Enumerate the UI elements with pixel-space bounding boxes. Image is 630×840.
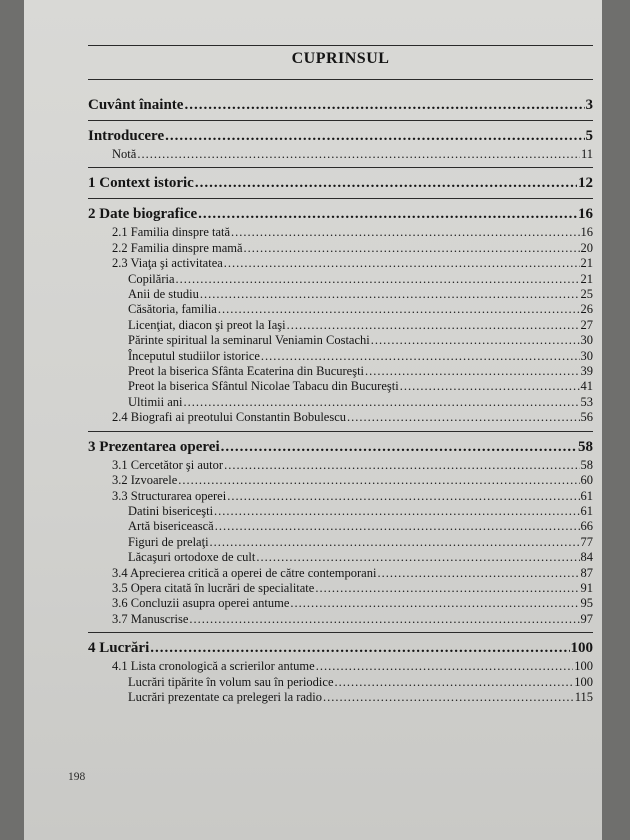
dot-leader	[256, 550, 579, 565]
dot-leader	[178, 473, 579, 488]
toc-entry-label: Artă bisericească	[128, 519, 214, 534]
toc-entry-page: 25	[580, 287, 593, 302]
toc-entry-page: 11	[580, 147, 593, 161]
toc-entry[interactable]	[88, 302, 593, 317]
toc-entry-label: 2.4 Biografi ai preotului Constantin Bobulescu	[112, 410, 346, 425]
toc-entry-label: 3.5 Opera citată în lucrări de specialitate	[112, 580, 315, 595]
toc-entry-label: Cuvânt înainte	[88, 97, 184, 113]
dot-leader	[198, 205, 577, 224]
toc-entry-label: Anii de studiu	[128, 287, 199, 302]
toc-entry-label: 2.3 Viaţa şi activitatea	[112, 256, 223, 271]
toc-entry-label: Lucrări prezentate ca prelegeri la radio	[128, 689, 322, 704]
toc-entry[interactable]	[88, 410, 593, 425]
dot-leader	[184, 96, 584, 115]
toc-entry-label: 2.2 Familia dinspre mamă	[112, 240, 243, 255]
dot-leader	[137, 147, 580, 162]
book-page	[24, 0, 602, 840]
toc-entry[interactable]	[88, 256, 593, 271]
title-rule	[88, 79, 593, 80]
dot-leader	[231, 225, 579, 240]
toc-entry[interactable]	[88, 349, 593, 364]
dot-leader	[176, 272, 580, 287]
toc-entry-label: Părinte spiritual la seminarul Veniamin Costachi	[128, 333, 370, 348]
dot-leader	[195, 174, 577, 193]
toc-entry[interactable]	[88, 333, 593, 348]
toc-entry-page: 77	[580, 534, 593, 549]
toc-entry-label: 3.6 Concluzii asupra operei antume	[112, 596, 290, 611]
toc-section	[88, 96, 593, 115]
toc-entry[interactable]	[88, 581, 593, 596]
dot-leader	[210, 535, 580, 550]
dot-leader	[224, 458, 579, 473]
toc-entry-label: Figuri de prelaţi	[128, 534, 209, 549]
toc-entry[interactable]	[88, 473, 593, 488]
dot-leader	[335, 675, 574, 690]
toc-entry[interactable]	[88, 174, 593, 193]
dot-leader	[214, 504, 579, 519]
toc-entry-page: 61	[580, 503, 593, 518]
toc-entry-page: 97	[580, 611, 593, 626]
toc-entry-page: 60	[580, 473, 593, 488]
page-number: 198	[68, 771, 86, 783]
toc-entry-label: Datini bisericeşti	[128, 503, 214, 518]
dot-leader	[365, 364, 579, 379]
toc-entry-page: 87	[580, 565, 593, 580]
toc-entry[interactable]	[88, 272, 593, 287]
toc-entry-page: 30	[580, 348, 593, 363]
toc-entry-label: 4.1 Lista cronologică a scrierilor antume	[112, 659, 315, 674]
toc-entry[interactable]	[88, 639, 593, 658]
top-rule	[88, 45, 593, 46]
section-divider	[88, 431, 593, 432]
toc-entry-label: 4 Lucrări	[88, 640, 150, 657]
toc-entry-label: 1 Context istoric	[88, 175, 194, 192]
toc-section	[88, 438, 593, 627]
toc-entry-page: 20	[580, 240, 593, 255]
toc-entry[interactable]	[88, 675, 593, 690]
toc-entry-label: Introducere	[88, 128, 165, 144]
toc-entry[interactable]	[88, 147, 593, 162]
toc-entry-page: 12	[578, 175, 593, 192]
section-divider	[88, 198, 593, 199]
toc-entry-label: Notă	[112, 147, 137, 161]
toc-entry-page: 41	[580, 379, 593, 394]
dot-leader	[261, 349, 580, 364]
toc-entry-page: 91	[580, 580, 593, 595]
dot-leader	[315, 581, 579, 596]
toc-entry-label: Copilăria	[128, 271, 175, 286]
toc-entry-page: 39	[580, 364, 593, 379]
dot-leader	[218, 302, 580, 317]
toc-entry-label: Preot la biserica Sfântul Nicolae Tabacu din Bucureşti	[128, 379, 399, 394]
dot-leader	[323, 690, 574, 705]
section-divider	[88, 632, 593, 633]
toc-entry-label: 3.4 Aprecierea critică a operei de către contemporani	[112, 565, 377, 580]
toc-entry-label: Căsătoria, familia	[128, 302, 217, 317]
toc-entry[interactable]	[88, 379, 593, 394]
section-divider	[88, 120, 593, 121]
toc-section	[88, 205, 593, 425]
toc-entry-page: 58	[580, 457, 593, 472]
toc-entry[interactable]	[88, 550, 593, 565]
toc-entry-label: Preot la biserica Sfânta Ecaterina din Bucureşti	[128, 364, 365, 379]
toc-entry[interactable]	[88, 659, 593, 674]
toc-entry-page: 16	[580, 225, 593, 240]
toc-entry[interactable]	[88, 205, 593, 224]
dot-leader	[371, 333, 580, 348]
dot-leader	[189, 612, 579, 627]
dot-leader	[200, 287, 580, 302]
dot-leader	[150, 639, 569, 658]
dot-leader	[227, 489, 579, 504]
toc-entry[interactable]	[88, 438, 593, 457]
toc-entry[interactable]	[88, 612, 593, 627]
toc-section	[88, 639, 593, 705]
toc-entry-page: 95	[580, 596, 593, 611]
toc-entry-page: 58	[578, 438, 593, 455]
section-divider	[88, 167, 593, 168]
toc-entry-page: 84	[580, 550, 593, 565]
dot-leader	[377, 566, 579, 581]
page-title: CUPRINSUL	[291, 50, 390, 67]
dot-leader	[221, 438, 577, 457]
toc-entry-label: 3 Prezentarea operei	[88, 438, 220, 455]
toc-entry[interactable]	[88, 241, 593, 256]
toc-entry-label: 2.1 Familia dinspre tată	[112, 225, 231, 240]
toc-entry-page: 115	[574, 689, 593, 704]
toc-entry-page: 26	[580, 302, 593, 317]
toc-entry[interactable]	[88, 395, 593, 410]
toc-entry-page: 27	[580, 317, 593, 332]
toc-entry-page: 56	[580, 410, 593, 425]
toc-entry-label: 3.1 Cercetător şi autor	[112, 457, 224, 472]
dot-leader	[400, 379, 580, 394]
dot-leader	[224, 256, 580, 271]
toc-entry-page: 16	[578, 206, 593, 223]
toc-entry[interactable]	[88, 596, 593, 611]
toc-entry[interactable]	[88, 519, 593, 534]
toc-entry-page: 53	[580, 394, 593, 409]
toc-entry-page: 21	[580, 256, 593, 271]
toc-entry[interactable]	[88, 504, 593, 519]
toc-entry-page: 100	[570, 640, 593, 657]
toc-entry-page: 100	[574, 659, 593, 674]
toc-entry-label: Licenţiat, diacon şi preot la Iaşi	[128, 317, 286, 332]
toc-entry-page: 61	[580, 488, 593, 503]
toc-entry-page: 3	[585, 97, 593, 113]
dot-leader	[347, 410, 580, 425]
toc-entry-page: 21	[580, 271, 593, 286]
toc-entry-label: Lăcaşuri ortodoxe de cult	[128, 550, 256, 565]
dot-leader	[316, 659, 574, 674]
toc-entry-label: Ultimii ani	[128, 394, 183, 409]
toc-entry-page: 30	[580, 333, 593, 348]
toc-entry-label: 3.3 Structurarea operei	[112, 488, 227, 503]
toc-entry[interactable]	[88, 287, 593, 302]
toc-entry[interactable]	[88, 566, 593, 581]
dot-leader	[184, 395, 580, 410]
dot-leader	[287, 318, 580, 333]
toc-entry-label: 3.7 Manuscrise	[112, 611, 189, 626]
dot-leader	[215, 519, 580, 534]
toc-entry-label: 3.2 Izvoarele	[112, 473, 178, 488]
toc-section	[88, 174, 593, 193]
toc-entry[interactable]	[88, 364, 593, 379]
toc-entry-page: 5	[585, 128, 593, 144]
toc-entry[interactable]	[88, 96, 593, 115]
toc-entry[interactable]	[88, 489, 593, 504]
toc-section	[88, 127, 593, 162]
dot-leader	[165, 127, 584, 146]
toc-entry-label: Lucrări tipărite în volum sau în periodice	[128, 674, 334, 689]
toc-entry[interactable]	[88, 458, 593, 473]
dot-leader	[290, 596, 579, 611]
toc-entry-page: 100	[574, 674, 593, 689]
toc-entry-label: Începutul studiilor istorice	[128, 348, 260, 363]
toc-entry[interactable]	[88, 535, 593, 550]
toc-entry-label: 2 Date biografice	[88, 206, 198, 223]
toc-entry[interactable]	[88, 127, 593, 146]
toc-entry[interactable]	[88, 318, 593, 333]
toc-entry[interactable]	[88, 225, 593, 240]
toc-entry[interactable]	[88, 690, 593, 705]
toc-entry-page: 66	[580, 519, 593, 534]
dot-leader	[244, 241, 580, 256]
table-of-contents	[88, 96, 593, 705]
